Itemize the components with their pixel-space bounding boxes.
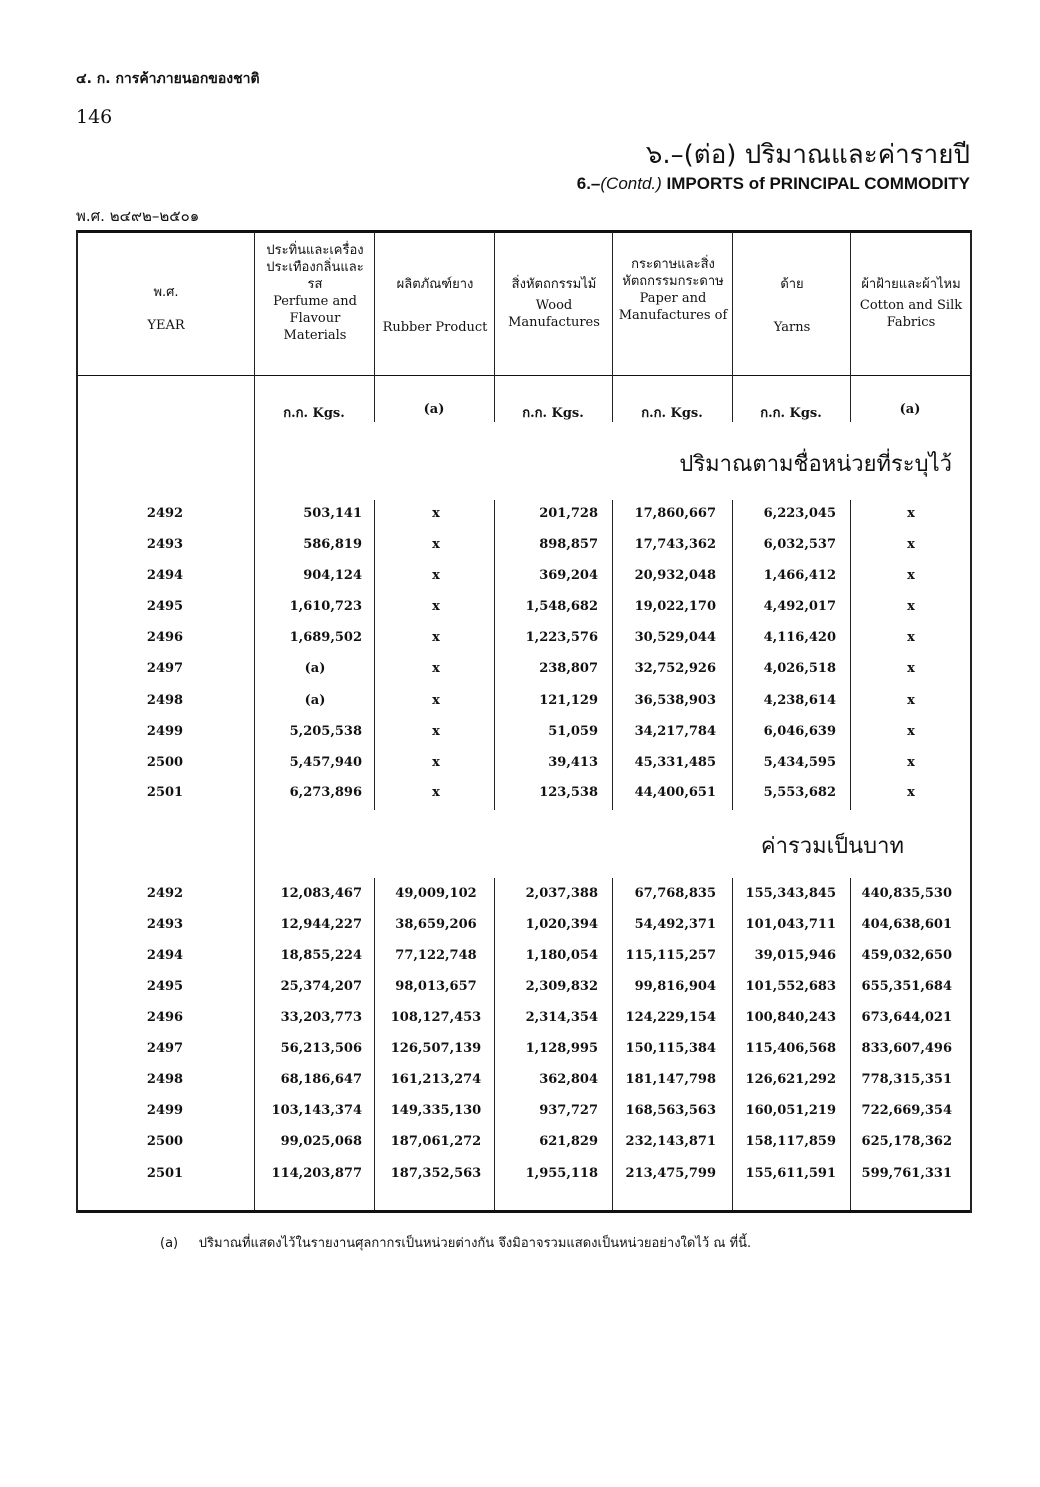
- unit-perfume: ก.ก. Kgs.: [283, 406, 345, 421]
- paper-cell: 99,816,904: [634, 979, 716, 994]
- year-cell: 2501: [146, 1166, 184, 1181]
- cotton-cell: x: [907, 568, 915, 583]
- year-cell: 2494: [146, 948, 184, 963]
- wood-cell: 1,020,394: [525, 917, 598, 932]
- perfume-cell: 12,944,227: [280, 917, 362, 932]
- rubber-cell: x: [432, 693, 440, 708]
- yarns-cell: 101,552,683: [745, 979, 836, 994]
- table-row: [76, 751, 972, 777]
- column-header-cotton: [852, 276, 970, 331]
- column-divider-5: [850, 232, 851, 422]
- table-row: [76, 975, 972, 1001]
- cotton-cell: 404,638,601: [861, 917, 952, 932]
- wood-cell: 1,223,576: [525, 630, 598, 645]
- perfume-cell: 56,213,506: [280, 1041, 362, 1056]
- perfume-header-thai: ประทิ่นและเครื่องประเทืองกลิ่นและรส: [266, 243, 364, 292]
- yarns-cell: 115,406,568: [745, 1041, 836, 1056]
- paper-cell: 54,492,371: [634, 917, 716, 932]
- wood-cell: 1,548,682: [525, 599, 598, 614]
- yarns-cell: 5,553,682: [763, 785, 836, 800]
- yarns-header-thai: ด้าย: [780, 277, 804, 292]
- table-row: [76, 1130, 972, 1156]
- year-cell: 2496: [146, 1010, 184, 1025]
- page-title-thai: ๖.–(ต่อ) ปริมาณและค่ารายปี: [645, 140, 970, 170]
- yarns-cell: 5,434,595: [763, 755, 836, 770]
- table-top-rule: [76, 230, 972, 233]
- yarns-cell: 155,343,845: [745, 886, 836, 901]
- yarns-cell: 158,117,859: [745, 1134, 836, 1149]
- column-header-year: [78, 284, 254, 334]
- perfume-cell: 99,025,068: [280, 1134, 362, 1149]
- paper-cell: 67,768,835: [634, 886, 716, 901]
- cotton-cell: 440,835,530: [861, 886, 952, 901]
- yarns-cell: 126,621,292: [745, 1072, 836, 1087]
- wood-cell: 1,955,118: [525, 1166, 598, 1181]
- section-tag: ๔. ก. การค้าภายนอกของชาติ: [76, 71, 260, 87]
- year-cell: 2497: [146, 1041, 184, 1056]
- rubber-cell: 187,352,563: [390, 1166, 482, 1181]
- cotton-cell: x: [907, 755, 915, 770]
- paper-cell: 213,475,799: [625, 1166, 716, 1181]
- rubber-cell: 126,507,139: [390, 1041, 482, 1056]
- footnote-text: ปริมาณที่แสดงไว้ในรายงานศุลกากรเป็นหน่วยต่างกัน จึงมิอาจรวมแสดงเป็นหน่วยอย่างใดไว้ ณ ที่นี้.: [198, 1236, 752, 1251]
- yarns-cell: 100,840,243: [745, 1010, 836, 1025]
- cotton-cell: x: [907, 661, 915, 676]
- table-row: [76, 781, 972, 807]
- column-divider-3: [612, 232, 613, 422]
- wood-cell: 362,804: [539, 1072, 598, 1087]
- yarns-header-english: Yarns: [773, 320, 811, 335]
- page-title-english: [577, 174, 970, 194]
- yarns-cell: 39,015,946: [754, 948, 836, 963]
- year-cell: 2493: [146, 917, 184, 932]
- table-row: [76, 1037, 972, 1063]
- wood-cell: 2,309,832: [525, 979, 598, 994]
- table-row: [76, 1099, 972, 1125]
- perfume-cell: 6,273,896: [289, 785, 362, 800]
- unit-yarns: ก.ก. Kgs.: [760, 406, 822, 421]
- cotton-cell: 673,644,021: [861, 1010, 952, 1025]
- wood-cell: 369,204: [539, 568, 598, 583]
- rubber-cell: x: [432, 785, 440, 800]
- table-row: [76, 1162, 972, 1188]
- unit-cotton: (a): [899, 402, 921, 417]
- column-divider-2: [494, 232, 495, 422]
- column-header-perfume: [262, 242, 368, 344]
- rubber-cell: x: [432, 506, 440, 521]
- cotton-cell: x: [907, 630, 915, 645]
- wood-cell: 1,180,054: [525, 948, 598, 963]
- paper-cell: 32,752,926: [634, 661, 716, 676]
- perfume-header-english: Perfume and Flavour Materials: [273, 294, 357, 343]
- perfume-cell: 1,610,723: [289, 599, 362, 614]
- cotton-cell: x: [907, 506, 915, 521]
- perfume-cell: (a): [304, 661, 326, 676]
- paper-cell: 19,022,170: [634, 599, 716, 614]
- year-cell: 2501: [146, 785, 184, 800]
- yarns-cell: 4,238,614: [763, 693, 836, 708]
- rubber-cell: x: [432, 568, 440, 583]
- wood-cell: 937,727: [539, 1103, 598, 1118]
- wood-cell: 123,538: [539, 785, 598, 800]
- yarns-cell: 160,051,219: [745, 1103, 836, 1118]
- paper-cell: 124,229,154: [625, 1010, 716, 1025]
- cotton-cell: x: [907, 537, 915, 552]
- paper-cell: 150,115,384: [625, 1041, 716, 1056]
- cotton-cell: 778,315,351: [861, 1072, 952, 1087]
- perfume-cell: 1,689,502: [289, 630, 362, 645]
- table-row: [76, 533, 972, 559]
- wood-cell: 2,037,388: [525, 886, 598, 901]
- rubber-cell: x: [432, 661, 440, 676]
- paper-cell: 17,860,667: [634, 506, 716, 521]
- perfume-cell: 18,855,224: [280, 948, 362, 963]
- page-number: 146: [76, 106, 113, 128]
- rubber-cell: 38,659,206: [395, 917, 477, 932]
- quantity-section-label: ปริมาณตามชื่อหน่วยที่ระบุไว้: [679, 452, 952, 477]
- perfume-cell: 103,143,374: [271, 1103, 362, 1118]
- wood-cell: 898,857: [539, 537, 598, 552]
- cotton-cell: x: [907, 693, 915, 708]
- wood-cell: 201,728: [539, 506, 598, 521]
- paper-cell: 20,932,048: [634, 568, 716, 583]
- cotton-cell: 833,607,496: [861, 1041, 952, 1056]
- footnote: [160, 1232, 751, 1253]
- paper-cell: 181,147,798: [625, 1072, 716, 1087]
- rubber-header-english: Rubber Product: [382, 320, 488, 335]
- perfume-cell: 12,083,467: [280, 886, 362, 901]
- year-cell: 2498: [146, 1072, 184, 1087]
- cotton-cell: 655,351,684: [861, 979, 952, 994]
- rubber-cell: x: [432, 755, 440, 770]
- paper-cell: 45,331,485: [634, 755, 716, 770]
- wood-cell: 2,314,354: [525, 1010, 598, 1025]
- wood-header-thai: สิ่งหัตถกรรมไม้: [511, 277, 597, 292]
- year-cell: 2492: [146, 506, 184, 521]
- column-header-yarns: [734, 276, 850, 336]
- rubber-cell: 98,013,657: [395, 979, 477, 994]
- wood-cell: 238,807: [539, 661, 598, 676]
- perfume-cell: 503,141: [303, 506, 362, 521]
- column-header-paper: [616, 256, 730, 324]
- period-label: พ.ศ. ๒๔๙๒–๒๕๐๑: [76, 207, 200, 225]
- year-cell: 2496: [146, 630, 184, 645]
- year-cell: 2494: [146, 568, 184, 583]
- rubber-cell: 108,127,453: [390, 1010, 482, 1025]
- wood-cell: 121,129: [539, 693, 598, 708]
- table-row: [76, 564, 972, 590]
- paper-header-english: Paper and Manufactures of: [618, 291, 728, 323]
- paper-cell: 34,217,784: [634, 724, 716, 739]
- cotton-cell: 722,669,354: [861, 1103, 952, 1118]
- paper-cell: 232,143,871: [625, 1134, 716, 1149]
- perfume-cell: (a): [304, 693, 326, 708]
- yarns-cell: 6,032,537: [763, 537, 836, 552]
- perfume-cell: 5,205,538: [289, 724, 362, 739]
- table-row: [76, 1006, 972, 1032]
- column-divider-4: [732, 232, 733, 422]
- rubber-cell: x: [432, 537, 440, 552]
- cotton-cell: x: [907, 724, 915, 739]
- cotton-header-english: Cotton and Silk Fabrics: [859, 298, 963, 330]
- cotton-cell: 459,032,650: [861, 948, 952, 963]
- year-cell: 2500: [146, 755, 184, 770]
- year-cell: 2497: [146, 661, 184, 676]
- unit-paper: ก.ก. Kgs.: [641, 406, 703, 421]
- footnote-marker: (a): [160, 1236, 179, 1251]
- value-section-label: ค่ารวมเป็นบาท: [760, 834, 904, 859]
- paper-header-thai: กระดาษและสิ่งหัตถกรรมกระดาษ: [622, 257, 724, 289]
- year-cell: 2495: [146, 599, 184, 614]
- perfume-cell: 25,374,207: [280, 979, 362, 994]
- cotton-cell: x: [907, 785, 915, 800]
- wood-cell: 1,128,995: [525, 1041, 598, 1056]
- rubber-cell: 161,213,274: [390, 1072, 482, 1087]
- perfume-cell: 114,203,877: [271, 1166, 362, 1181]
- cotton-cell: x: [907, 599, 915, 614]
- year-cell: 2492: [146, 886, 184, 901]
- year-cell: 2493: [146, 537, 184, 552]
- paper-cell: 168,563,563: [625, 1103, 716, 1118]
- rubber-cell: 49,009,102: [395, 886, 477, 901]
- header-bottom-rule: [76, 375, 972, 376]
- table-row: [76, 944, 972, 970]
- cotton-cell: 599,761,331: [861, 1166, 952, 1181]
- table-bottom-rule: [76, 1210, 972, 1213]
- yarns-cell: 4,116,420: [763, 630, 836, 645]
- table-row: [76, 882, 972, 908]
- year-cell: 2499: [146, 724, 184, 739]
- paper-cell: 36,538,903: [634, 693, 716, 708]
- year-header-english: YEAR: [147, 318, 185, 333]
- rubber-cell: 77,122,748: [395, 948, 477, 963]
- table-row: [76, 502, 972, 528]
- yarns-cell: 6,046,639: [763, 724, 836, 739]
- title-prefix: 6.–: [576, 174, 601, 193]
- yarns-cell: 6,223,045: [763, 506, 836, 521]
- year-cell: 2500: [146, 1134, 184, 1149]
- title-main: IMPORTS of PRINCIPAL COMMODITY: [661, 174, 970, 193]
- year-cell: 2499: [146, 1103, 184, 1118]
- paper-cell: 30,529,044: [634, 630, 716, 645]
- year-cell: 2498: [146, 693, 184, 708]
- table-row: [76, 595, 972, 621]
- column-header-wood: [496, 276, 612, 331]
- yarns-cell: 155,611,591: [745, 1166, 836, 1181]
- cotton-cell: 625,178,362: [861, 1134, 952, 1149]
- perfume-cell: 586,819: [303, 537, 362, 552]
- column-divider-1: [374, 232, 375, 422]
- wood-header-english: Wood Manufactures: [508, 298, 600, 330]
- unit-rubber: (a): [423, 402, 445, 417]
- rubber-header-thai: ผลิตภัณฑ์ยาง: [396, 277, 474, 292]
- unit-wood: ก.ก. Kgs.: [522, 406, 584, 421]
- yarns-cell: 1,466,412: [763, 568, 836, 583]
- wood-cell: 621,829: [539, 1134, 598, 1149]
- year-header-thai: พ.ศ.: [153, 285, 179, 300]
- perfume-cell: 33,203,773: [280, 1010, 362, 1025]
- rubber-cell: 187,061,272: [390, 1134, 482, 1149]
- cotton-header-thai: ผ้าฝ้ายและผ้าไหม: [861, 277, 961, 292]
- table-row: [76, 689, 972, 715]
- wood-cell: 51,059: [548, 724, 598, 739]
- yarns-cell: 101,043,711: [745, 917, 836, 932]
- perfume-cell: 904,124: [303, 568, 362, 583]
- table-row: [76, 1068, 972, 1094]
- table-row: [76, 720, 972, 746]
- wood-cell: 39,413: [548, 755, 598, 770]
- table-row: [76, 626, 972, 652]
- yarns-cell: 4,492,017: [763, 599, 836, 614]
- table-row: [76, 657, 972, 683]
- paper-cell: 17,743,362: [634, 537, 716, 552]
- paper-cell: 115,115,257: [625, 948, 716, 963]
- rubber-cell: x: [432, 630, 440, 645]
- column-header-rubber: [376, 276, 494, 336]
- title-contd: (Contd.): [600, 174, 662, 193]
- table-row: [76, 913, 972, 939]
- perfume-cell: 5,457,940: [289, 755, 362, 770]
- paper-cell: 44,400,651: [634, 785, 716, 800]
- rubber-cell: x: [432, 599, 440, 614]
- perfume-cell: 68,186,647: [280, 1072, 362, 1087]
- rubber-cell: 149,335,130: [390, 1103, 482, 1118]
- rubber-cell: x: [432, 724, 440, 739]
- yarns-cell: 4,026,518: [763, 661, 836, 676]
- year-cell: 2495: [146, 979, 184, 994]
